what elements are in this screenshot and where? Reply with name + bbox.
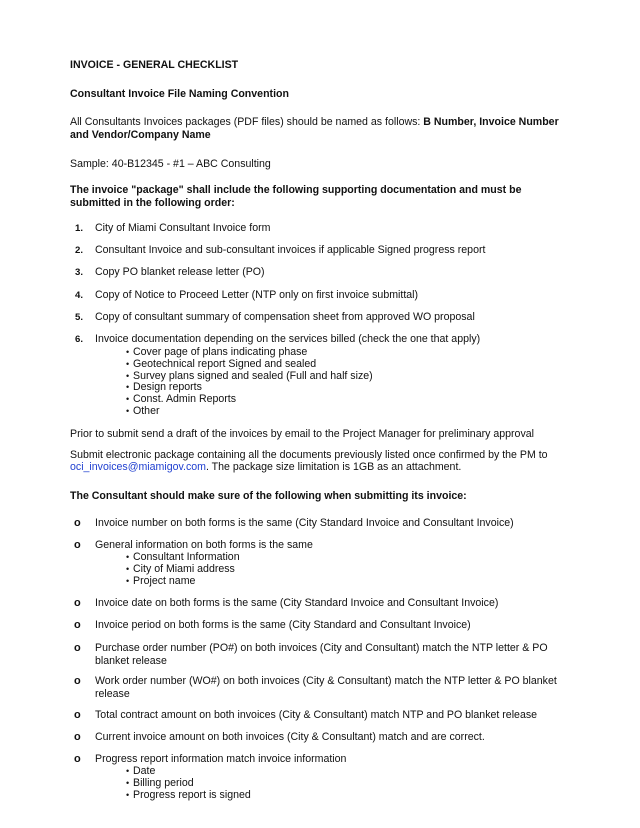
sub-bullet: • City of Miami address [126,563,235,576]
naming-paragraph [70,116,568,142]
naming-text: All Consultants Invoices packages (PDF files) should be named as follows: [70,116,424,128]
sub-bullet: • Const. Admin Reports [126,393,236,406]
sub-bullet: • Design reports [126,381,202,394]
sub-bullet: • Cover page of plans indicating phase [126,346,307,359]
circle-bullet: o [74,731,81,743]
circle-bullet: o [74,709,81,721]
sub-bullet: • Survey plans signed and sealed (Full and half size) [126,370,373,383]
check-text: Current invoice amount on both invoices (City & Consultant) match and are correct. [95,731,485,743]
email-link[interactable]: oci_invoices@miamigov.com [70,461,206,473]
check-text: Invoice period on both forms is the same (City Standard and Consultant Invoice) [95,619,471,631]
item-text: Copy of Notice to Proceed Letter (NTP only on first invoice submittal) [95,289,419,301]
item-text: Copy PO blanket release letter (PO) [95,266,265,278]
item-text: Consultant Invoice and sub-consultant invoices if applicable Signed progress report [95,244,486,256]
check-text: Invoice number on both forms is the same (City Standard Invoice and Consultant Invoice) [95,517,514,529]
package-heading: The invoice "package" shall include the following supporting documentation and must be submitted in the following order: [70,184,522,209]
naming-heading: Consultant Invoice File Naming Convention [70,88,289,100]
item-number: 5. [75,312,84,323]
check-text: Invoice date on both forms is the same (City Standard Invoice and Consultant Invoice) [95,597,499,609]
item-text: City of Miami Consultant Invoice form [95,222,271,234]
item-text: Copy of consultant summary of compensation sheet from approved WO proposal [95,311,475,323]
naming-format: B Number, Invoice Number and Vendor/Company Name [70,116,559,141]
sub-bullet: • Geotechnical report Signed and sealed [126,358,316,371]
sub-bullet: • Billing period [126,777,194,790]
submit-line: Submit electronic package containing all the documents previously listed once confirmed by the PM to [70,449,548,461]
item-number: 3. [75,267,84,278]
check-text: General information on both forms is the same [95,539,313,551]
sub-bullet: • Consultant Information [126,551,240,564]
circle-bullet: o [74,539,81,551]
consultant-heading: The Consultant should make sure of the following when submitting its invoice: [70,490,467,502]
draft-note: Prior to submit send a draft of the invoices by email to the Project Manager for preliminary approval [70,428,534,440]
circle-bullet: o [74,597,81,609]
sub-bullet: • Other [126,405,160,418]
item-number: 1. [75,223,84,234]
circle-bullet: o [74,753,81,765]
item-number: 4. [75,290,84,301]
item-number: 2. [75,245,84,256]
circle-bullet: o [74,619,81,631]
check-text: Work order number (WO#) on both invoices (City & Consultant) match the NTP letter & PO blanket release [95,675,557,700]
circle-bullet: o [74,642,81,654]
submit-line-2 [70,461,461,474]
sub-bullet: • Date [126,765,155,778]
item-text: Invoice documentation depending on the services billed (check the one that apply) [95,333,481,345]
check-text: Progress report information match invoice information [95,753,347,765]
check-text: Purchase order number (PO#) on both invoices (City and Consultant) match the NTP letter & PO blanket release [95,642,548,667]
circle-bullet: o [74,517,81,529]
check-text: Total contract amount on both invoices (City & Consultant) match NTP and PO blanket release [95,709,538,721]
submit-note: . The package size limitation is 1GB as an attachment. [205,461,462,473]
sub-bullet: • Progress report is signed [126,789,251,802]
circle-bullet: o [74,675,81,687]
sub-bullet: • Project name [126,575,195,588]
item-number: 6. [75,334,84,345]
sample-line: Sample: 40-B12345 - #1 – ABC Consulting [70,158,271,170]
page-title: INVOICE - GENERAL CHECKLIST [70,59,239,71]
